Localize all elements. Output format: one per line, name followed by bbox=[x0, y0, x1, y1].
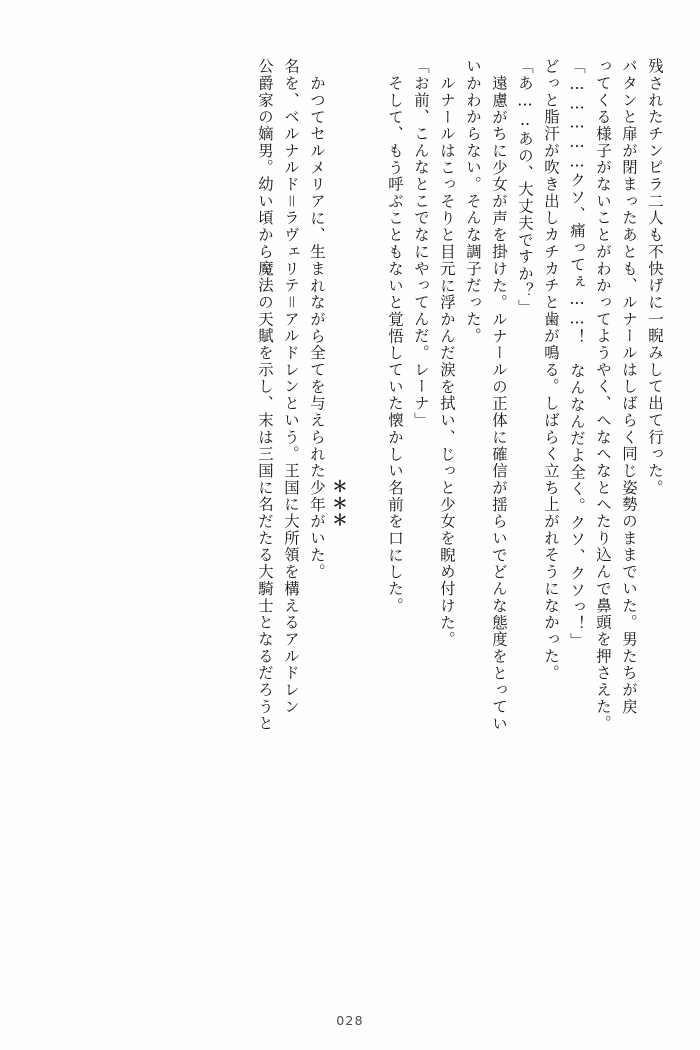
text-column: そして、もう呼ぶこともないと覚悟していた懐かしい名前を口にした。 bbox=[386, 75, 404, 615]
text-column: 遠慮がちに少女が声を掛けた。ルナールの正体に確信が揺らいでどんな態度をとってい bbox=[490, 75, 508, 733]
text-column-blank bbox=[350, 58, 376, 980]
text-column: 「……………クソ、痛ってぇ……！ なんなんだよ全く。クソ、クソっ！」 bbox=[568, 58, 586, 650]
page-number: 028 bbox=[336, 1013, 364, 1028]
text-column: 「お前、こんなとこでなにやってんだ。レーナ」 bbox=[412, 58, 430, 429]
text-column: 名を、ベルナルド＝ラヴェリテ＝アルドレンという。王国に大所領を構えるアルドレン bbox=[282, 58, 300, 716]
text-column: かつてセルメリアに、生まれながら全てを与えられた少年がいた。 bbox=[308, 75, 326, 581]
text-column: いかわからない。そんな調子だった。 bbox=[464, 58, 482, 345]
text-column: 公爵家の嫡男。幼い頃から魔法の天賦を示し、末は三国に名だたる大騎士となるだろうと bbox=[256, 58, 274, 732]
text-column: ってくる様子がないことがわかってようやく、へなへなとへたり込んで鼻頭を押さえた。 bbox=[594, 58, 612, 732]
text-column: どっと脂汗が吹き出しカチカチと歯が鳴る。しばらく立ち上がれそうになかった。 bbox=[542, 58, 560, 682]
scene-break: ＊＊＊ bbox=[330, 478, 348, 529]
text-column: バタンと扉が閉まったあとも、ルナールはしばらく同じ姿勢のままでいた。男たちが戻 bbox=[620, 58, 638, 716]
vertical-text-body bbox=[38, 58, 662, 980]
text-column: 「あ…‥あの、大丈夫ですか？」 bbox=[516, 58, 534, 316]
text-column: ルナールはこっそりと目元に浮かんだ涙を拭い、じっと少女を睨め付けた。 bbox=[438, 75, 456, 648]
text-column: 残されたチンピラ二人も不快げに一睨みして出て行った。 bbox=[646, 58, 664, 497]
